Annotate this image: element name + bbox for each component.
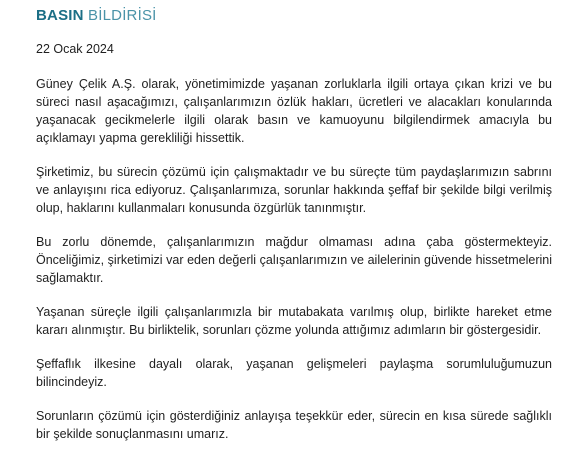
paragraph-1: Güney Çelik A.Ş. olarak, yönetimimizde yaşanan zorluklarla ilgili ortaya çıkan krizi ve bu süreci nasıl aşacağımızı, çalışanlarımızın özlük hakları, ücretleri ve alacakları konularında yaşanacak gecikmelerle ilgili olarak basın ve kamuoyunu bilgilendirmek amacıyla bu açıklamayı yapma gerekliliği hissettik. xyxy=(36,77,552,145)
paragraph-5: Şeffaflık ilkesine dayalı olarak, yaşanan gelişmeleri paylaşma sorumluluğumuzun bilincindeyiz. xyxy=(36,357,552,389)
paragraph-3: Bu zorlu dönemde, çalışanlarımızın mağdur olmaması adına çaba göstermekteyiz. Önceliğimiz, şirketimizi var eden değerli çalışanlarımızın ve ailelerinin güvende hissetmelerini sağlamaktır. xyxy=(36,235,552,285)
title-light: BİLDİRİSİ xyxy=(88,7,157,24)
document-title xyxy=(36,6,552,26)
title-strong: BASIN xyxy=(36,7,84,24)
document-date: 22 Ocak 2024 xyxy=(36,42,114,56)
paragraph-2: Şirketimiz, bu sürecin çözümü için çalışmaktadır ve bu süreçte tüm paydaşlarımızın sabrını ve anlayışını rica ediyoruz. Çalışanlarımıza, sorunlar hakkında şeffaf bir şekilde bilgi verilmiş olup, haklarını kullanmaları konusunda özgürlük tanınmıştır. xyxy=(36,165,552,215)
paragraph-6: Sorunların çözümü için gösterdiğiniz anlayışa teşekkür eder, sürecin en kısa sürede sağlıklı bir şekilde sonuçlanmasını umarız. xyxy=(36,409,552,441)
press-release-document xyxy=(36,6,552,443)
paragraph-4: Yaşanan süreçle ilgili çalışanlarımızla bir mutabakata varılmış olup, birlikte hareket etme kararı alınmıştır. Bu birliktelik, sorunları çözme yolunda attığımız adımların bir göstergesidir. xyxy=(36,305,552,337)
